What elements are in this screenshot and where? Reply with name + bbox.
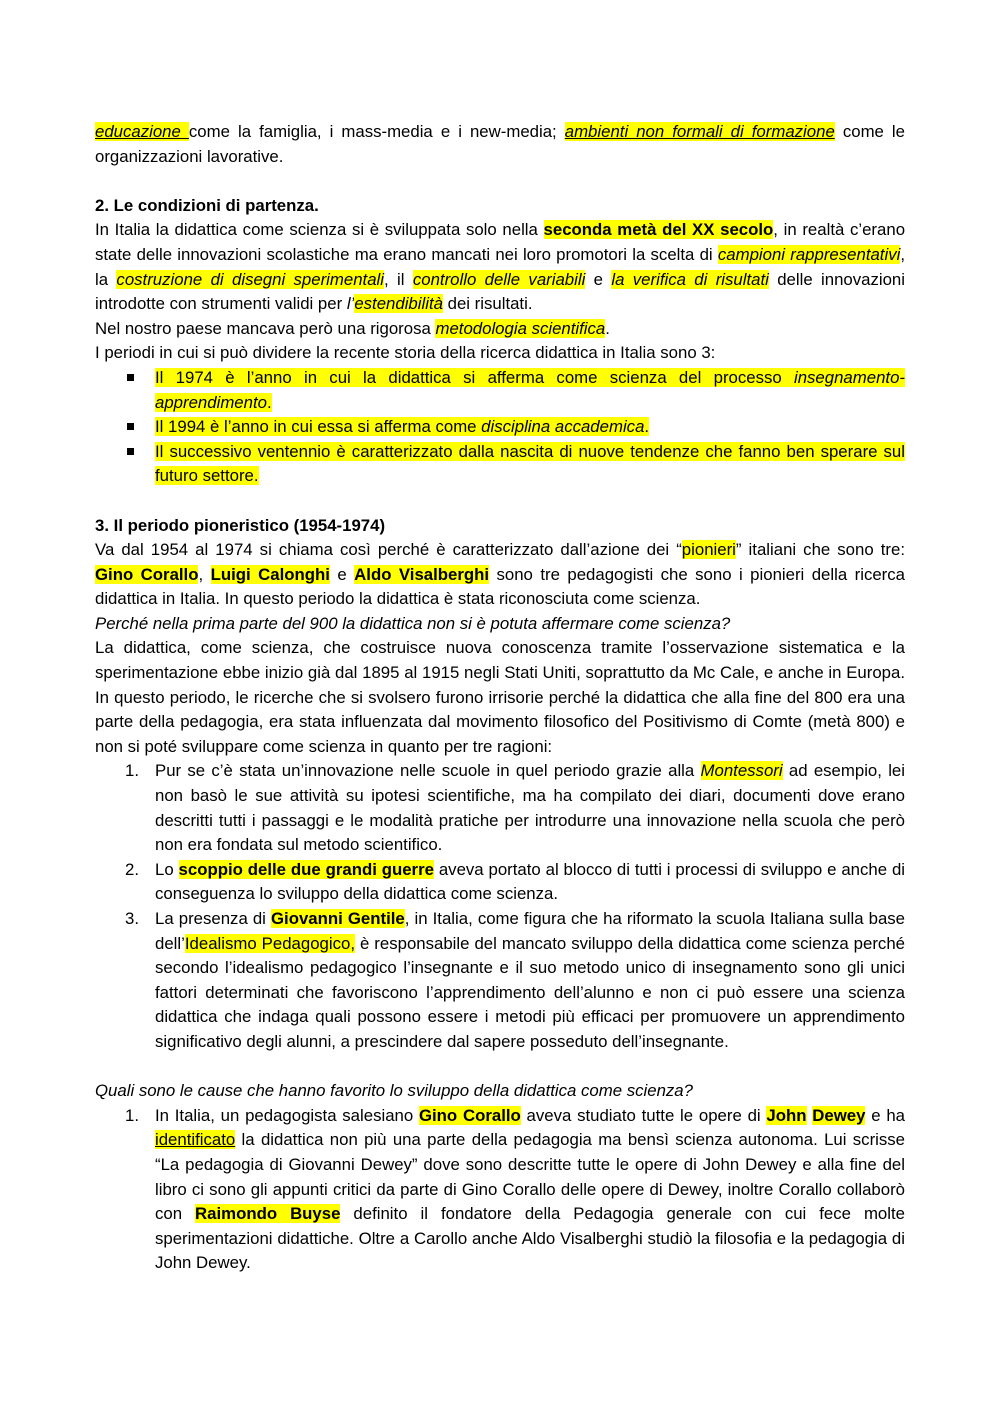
highlight-term: ambienti non formali di formazione <box>564 122 835 141</box>
periods-list <box>95 366 905 489</box>
text-run: e ha <box>865 1105 905 1125</box>
highlight-term: metodologia scientifica <box>435 318 606 338</box>
highlight-term: pionieri <box>681 540 736 560</box>
list-item <box>95 907 905 1055</box>
highlight-term: Luigi Calonghi <box>210 564 330 584</box>
highlight-term: Giovanni Gentile <box>271 909 405 928</box>
highlight-term: Raimondo Buyse <box>195 1204 341 1224</box>
text-run: definito il fondatore della Pedagogia generale con cui fece molte sperimentazioni didattiche. Oltre a Carollo anche Aldo Visalberghi studiò la filosofia e la pedagogia di John Dewey. <box>155 1204 905 1273</box>
highlight-term: estendibilità <box>354 294 443 314</box>
text-run: , in realtà c’erano state delle innovazioni scolastiche ma erano mancati nei loro promotori la scelta di <box>95 220 906 264</box>
highlight-term: identificato <box>155 1130 236 1150</box>
text-run: ad esempio, lei non basò le sue attività su ipotesi scientifiche, ma ha compilato dei diari, documenti dove erano descritti tutti i passaggi e le modalità pratiche per introdurre una innovazione nella scuola che però non era fondata sul metodo scientifico. <box>155 761 905 855</box>
list-item <box>95 858 905 907</box>
highlight-term: Gino Corallo <box>95 564 199 584</box>
list-number: 1. <box>125 1105 139 1125</box>
question-1: Perché nella prima parte del 900 la didattica non si è potuta affermare come scienza? <box>95 613 731 633</box>
text-run: Va dal 1954 al 1974 si chiama così perché è caratterizzato dall’azione dei “ <box>95 540 682 560</box>
reasons-list <box>95 759 905 1054</box>
list-item <box>95 759 905 857</box>
text-run: Pur se c’è stata un’innovazione nelle scuole in quel periodo grazie alla <box>155 761 701 781</box>
text-run: . <box>605 318 610 338</box>
list-item <box>95 440 905 489</box>
text-run: l’ <box>346 294 355 314</box>
section-2-paragraph-3: I periodi in cui si può dividere la recente storia della ricerca didattica in Italia sono 3: <box>95 343 716 363</box>
section-2-paragraph-2 <box>95 317 905 342</box>
text-run: insegnamento-apprendimento <box>155 367 905 412</box>
highlight-term: campioni rappresentativi <box>717 244 901 264</box>
paragraph-gap <box>95 169 905 194</box>
text-run: , in Italia, come figura che ha riformato la scuola Italiana sulla base dell’ <box>155 909 906 953</box>
text-run: In Italia la didattica come scienza si è sviluppata solo nella <box>95 220 544 240</box>
section-2-paragraph-1 <box>95 218 905 316</box>
square-bullet-icon <box>127 423 134 430</box>
text-run: aveva portato al blocco di tutti i processi di sviluppo e anche di conseguenza lo sviluppo della didattica come scienza. <box>155 859 905 904</box>
highlight-term: educazione <box>95 122 189 141</box>
text-run: In Italia, un pedagogista salesiano <box>155 1105 419 1125</box>
highlight-term: seconda metà del XX secolo <box>543 220 774 240</box>
text-run: è responsabile del mancato sviluppo della didattica come scienza perché secondo l’idealismo pedagogico l’insegnante e il suo metodo unico di insegnamento sono gli unici fattori determinati che favoriscono l’apprendimento dell’alunno e non ci può essere una scienza didattica che indaga quali possono essere i metodi più efficaci per promuovere un apprendimento significativo degli alunni, a prescindere dal sapere posseduto dell’insegnante. <box>155 933 905 1051</box>
text-run: come la famiglia, i mass-media e i new-media; <box>188 122 565 141</box>
highlight-term: la verifica di risultati <box>611 269 769 289</box>
highlight-term: controllo delle variabili <box>412 269 586 289</box>
section-3-paragraph-1 <box>95 538 905 612</box>
text-run: e <box>585 269 612 289</box>
text-run: ” italiani che sono tre: <box>735 540 905 560</box>
list-number: 2. <box>125 859 139 879</box>
paragraph-gap <box>95 1055 905 1080</box>
document-body <box>95 120 905 1276</box>
text-run: la didattica non più una parte della pedagogia ma bensì scienza autonoma. Lui scrisse “La pedagogia di Giovanni Dewey” dove sono descritte tutte le opere di John Dewey e alla fine del libro ci sono gli appunti critici da parte di Gino Corallo delle opere di Dewey, inoltre Corallo collaborò con <box>155 1130 905 1224</box>
intro-paragraph <box>95 120 905 169</box>
list-number: 1. <box>125 761 139 781</box>
question-2: Quali sono le cause che hanno favorito lo sviluppo della didattica come scienza? <box>95 1081 693 1101</box>
causes-list <box>95 1104 905 1276</box>
highlight-term: Dewey <box>812 1105 866 1125</box>
text-run: e <box>329 564 355 584</box>
text-run: . <box>644 417 650 437</box>
highlight-term: Gino Corallo <box>418 1105 521 1125</box>
list-number: 3. <box>125 909 139 928</box>
text-run: sono tre pedagogisti che sono i pionieri della ricerca didattica in Italia. In questo periodo la didattica è stata riconosciuta come scienza. <box>95 564 905 609</box>
text-run: disciplina accademica <box>481 417 645 437</box>
text-run: Il 1974 è l’anno in cui la didattica si afferma come scienza del processo <box>155 367 794 387</box>
list-item <box>95 366 905 415</box>
highlight-term: scoppio delle due grandi guerre <box>178 859 434 879</box>
text-run: La presenza di <box>155 909 271 928</box>
text-run: Nel nostro paese mancava però una rigorosa <box>95 318 436 338</box>
text-run: aveva studiato tutte le opere di <box>520 1105 767 1125</box>
text-run: dei risultati. <box>442 294 533 314</box>
highlight-term: Montessori <box>700 761 783 781</box>
text-run: Lo <box>155 859 179 879</box>
text-run: delle innovazioni introdotte con strumenti validi per <box>95 269 905 314</box>
list-item <box>95 415 905 440</box>
section-2-heading: 2. Le condizioni di partenza. <box>95 195 319 215</box>
paragraph-gap <box>95 489 905 514</box>
section-3-heading: 3. Il periodo pioneristico (1954-1974) <box>95 515 386 535</box>
section-3-paragraph-2: La didattica, come scienza, che costruisce nuova conoscenza tramite l’osservazione sistematica e la sperimentazione ebbe inizio già dal 1895 al 1915 negli Stati Uniti, soprattutto da Mc Cale, e anche in Europa. In questo periodo, le ricerche che si svolsero furono irrisorie perché la didattica che alla fine del 800 era una parte della pedagogia, era stata influenzata dal movimento filosofico del Positivismo di Comte (metà 800) e non si poté sviluppare come scienza in quanto per tre ragioni: <box>95 638 905 756</box>
text-run: come le organizzazioni lavorative. <box>95 122 905 166</box>
highlight-term: Idealismo Pedagogico, <box>184 933 355 953</box>
square-bullet-icon <box>127 448 134 455</box>
text-run: , la <box>95 244 905 289</box>
list-item <box>95 1104 905 1276</box>
highlight-term: costruzione di disegni sperimentali <box>116 269 385 289</box>
text-run: , <box>198 564 211 584</box>
highlight-term: Aldo Visalberghi <box>354 564 490 584</box>
square-bullet-icon <box>127 374 134 381</box>
text-run: Il successivo ventennio è caratterizzato dalla nascita di nuove tendenze che fanno ben sperare sul futuro settore. <box>155 441 905 486</box>
text-run: , il <box>384 269 413 289</box>
text-run: . <box>266 392 272 412</box>
text-run: Il 1994 è l’anno in cui essa si afferma come <box>155 417 482 437</box>
highlight-term: John <box>766 1105 807 1125</box>
